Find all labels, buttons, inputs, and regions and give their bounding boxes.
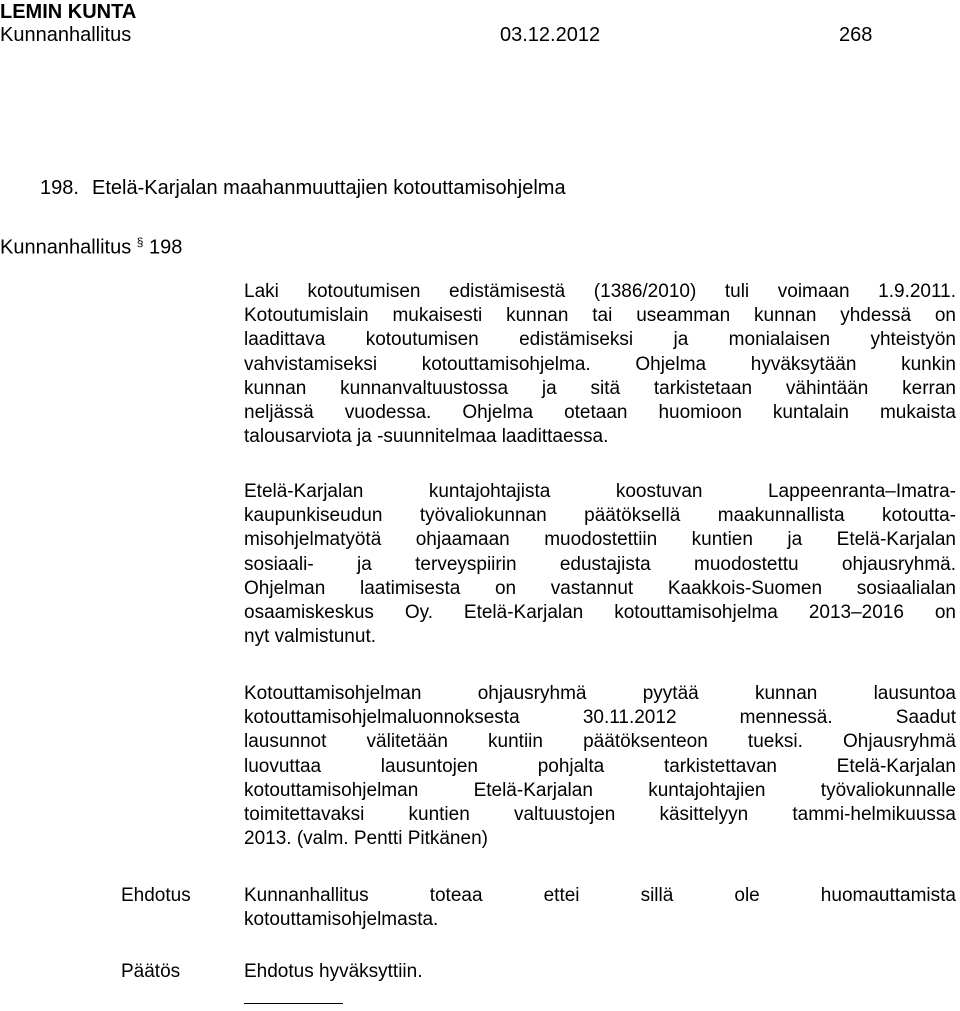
paragraph-line: osaamiskeskus Oy. Etelä-Karjalan kotouttamisohjelma 2013–2016 on	[244, 602, 956, 624]
paragraph-line: misohjelmatyötä ohjaamaan muodostettiin kuntien ja Etelä-Karjalan	[244, 529, 956, 551]
page-number: 268	[839, 24, 873, 46]
body-paragraph-1	[244, 280, 956, 449]
body-paragraph-2	[244, 480, 956, 649]
paragraph-line: kotouttamisohjelman Etelä-Karjalan kuntajohtajien työvaliokunnalle	[244, 779, 956, 801]
paragraph-line: sosiaali- ja terveyspiirin edustajista muodostettu ohjausryhmä.	[244, 553, 956, 575]
proposal-line: Kunnanhallitus toteaa ettei sillä ole huomauttamista	[244, 885, 956, 906]
paragraph-line: Kotouttamisohjelman ohjausryhmä pyytää kunnan lausuntoa	[244, 683, 956, 704]
item-title: Etelä-Karjalan maahanmuuttajien kotouttamisohjelma	[92, 177, 566, 199]
paragraph-line: neljässä vuodessa. Ohjelma otetaan huomioon kuntalain mukaista	[244, 402, 956, 424]
paragraph-line: laadittava kotoutumisen edistämiseksi ja monialaisen yhteistyön	[244, 329, 956, 351]
reference-body: Kunnanhallitus	[0, 236, 132, 259]
paragraph-line: kunnan kunnanvaltuustossa ja sitä tarkistetaan vähintään kerran	[244, 377, 956, 399]
section-symbol: §	[136, 235, 144, 249]
proposal-label: Ehdotus	[121, 885, 191, 906]
proposal-line: kotouttamisohjelmasta.	[244, 909, 439, 931]
paragraph-line: kotouttamisohjelmaluonnoksesta 30.11.2012 mennessä. Saadut	[244, 707, 956, 729]
header-body: Kunnanhallitus	[0, 24, 132, 46]
paragraph-line: 2013. (valm. Pentti Pitkänen)	[244, 828, 488, 850]
paragraph-line: nyt valmistunut.	[244, 626, 376, 648]
organization-name: LEMIN KUNTA	[0, 1, 137, 23]
paragraph-line: vahvistamiseksi kotouttamisohjelma. Ohjelma hyväksytään kunkin	[244, 353, 956, 375]
paragraph-line: kaupunkiseudun työvaliokunnan päätöksellä maakunnallista kotoutta-	[244, 505, 956, 527]
paragraph-line: Kotoutumislain mukaisesti kunnan tai useamman kunnan yhdessä on	[244, 305, 956, 327]
paragraph-line: Etelä-Karjalan kuntajohtajista koostuvan Lappeenranta–Imatra-	[244, 481, 956, 502]
paragraph-line: talousarviota ja -suunnitelmaa laadittaessa.	[244, 426, 609, 448]
paragraph-line: Laki kotoutumisen edistämisestä (1386/2010) tuli voimaan 1.9.2011.	[244, 281, 956, 302]
decision-text: Ehdotus hyväksyttiin.	[244, 961, 423, 982]
reference-number: 198	[149, 236, 183, 259]
decision-label: Päätös	[121, 961, 181, 982]
proposal-text	[244, 884, 956, 932]
paragraph-line: lausunnot välitetään kuntiin päätöksenteon tueksi. Ohjausryhmä	[244, 731, 956, 753]
paragraph-line: luovuttaa lausuntojen pohjalta tarkistettavan Etelä-Karjalan	[244, 755, 956, 777]
paragraph-line: toimitettavaksi kuntien valtuustojen käsittelyyn tammi-helmikuussa	[244, 804, 956, 826]
paragraph-line: Ohjelman laatimisesta on vastannut Kaakkois-Suomen sosiaalialan	[244, 577, 956, 599]
item-number: 198.	[40, 177, 79, 199]
body-paragraph-3	[244, 682, 956, 851]
signature-rule	[244, 1003, 343, 1004]
section-reference	[0, 230, 182, 260]
header-date: 03.12.2012	[500, 24, 601, 46]
